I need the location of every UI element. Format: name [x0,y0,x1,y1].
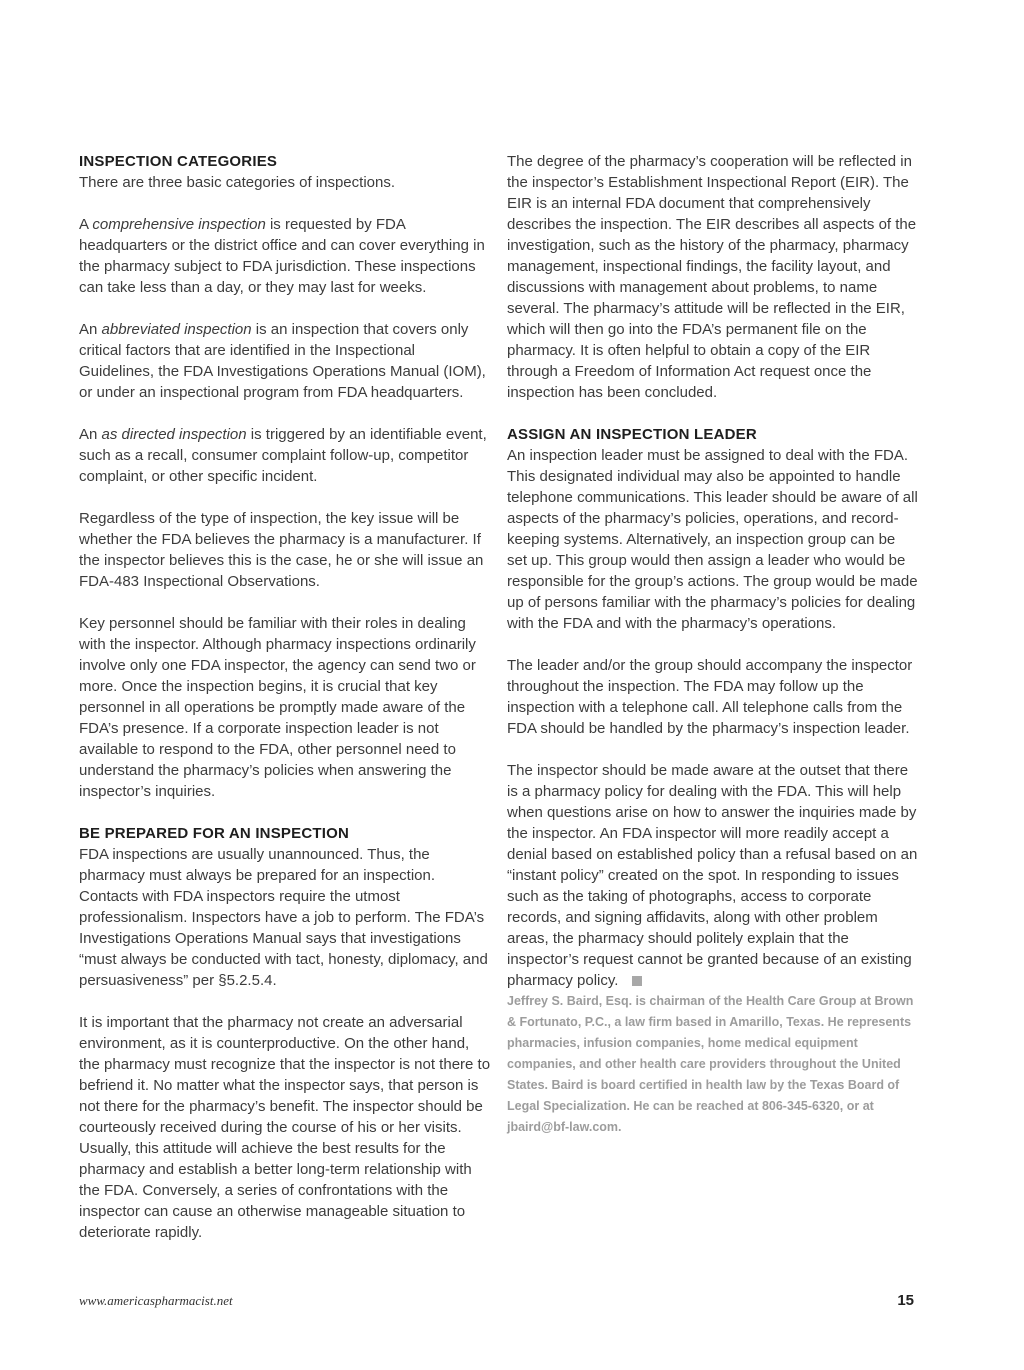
left-column [79,151,491,1264]
paragraph-unannounced: FDA inspections are usually unannounced. Thus, the pharmacy must always be prepared for an inspection. Contacts with FDA inspectors require the utmost professionalism. Inspectors have a job to perform. The FDA’s Investigations Operations Manual says that investigations “must always be conducted with tact, honesty, diplomacy, and persuasiveness” per §5.2.5.4. [79,846,488,989]
paragraph-accompany: The leader and/or the group should accompany the inspector throughout the inspection. The FDA may follow up the inspection with a telephone call. All telephone calls from the FDA should be handled by the pharmacy’s inspection leader. [507,657,913,737]
right-column [507,151,919,1159]
author-bio: Jeffrey S. Baird, Esq. is chairman of the Health Care Group at Brown & Fortunato, P.C., a law firm based in Amarillo, Texas. He represents pharmacies, infusion companies, home medical equipment companies, and other health care providers throughout the United States. Baird is board certified in health law by the Texas Board of Legal Specialization. He can be reached at 806-345-6320, or at jbaird@bf-law.com. [507,994,914,1134]
paragraph-comprehensive: A comprehensive inspection is requested by FDA headquarters or the district office and can cover everything in the pharmacy subject to FDA jurisdiction. These inspections can take less than a day, or they may last for weeks. [79,216,485,296]
term-abbreviated-inspection: abbreviated inspection [101,321,252,338]
term-as-directed-inspection: as directed inspection [101,426,247,443]
heading-assign-leader: ASSIGN AN INSPECTION LEADER [507,426,757,443]
paragraph-key-personnel: Key personnel should be familiar with their roles in dealing with the inspector. Although pharmacy inspections ordinarily involve only one FDA inspector, the agency can send two or more. Once the inspection begins, it is crucial that key personnel in all operations be promptly made aware of the FDA’s presence. If a corporate inspection leader is not available to respond to the FDA, other personnel need to understand the pharmacy’s policies when answering the inspector’s inquiries. [79,615,476,800]
paragraph-manufacturer: Regardless of the type of inspection, the key issue will be whether the FDA believes the pharmacy is a manufacturer. If the inspector believes this is the case, he or she will issue an FDA-483 Inspectional Observations. [79,510,484,590]
heading-inspection-categories: INSPECTION CATEGORIES [79,153,278,170]
footer-website-url: www.americaspharmacist.net [79,1293,233,1308]
paragraph-policy: The inspector should be made aware at the outset that there is a pharmacy policy for dealing with the FDA. This will help when questions arise on how to answer the inquiries made by the inspector. An FDA inspector will more readily accept a denial based on established policy than a refusal based on an “instant policy” created on the spot. In responding to issues such as the taking of photographs, access to corporate records, and signing affidavits, along with other problem areas, the pharmacy should politely explain that the inspector’s request cannot be granted because of an existing pharmacy policy. [507,762,918,989]
paragraph-eir: The degree of the pharmacy’s cooperation will be reflected in the inspector’s Establishment Inspectional Report (EIR). The EIR is an internal FDA document that comprehensively describes the inspection. The EIR describes all aspects of the investigation, such as the history of the pharmacy, pharmacy management, inspectional findings, the facility layout, and discussions with management about problems, to name several. The pharmacy’s attitude will be reflected in the EIR, which will then go into the FDA’s permanent file on the pharmacy. It is often helpful to obtain a copy of the EIR through a Freedom of Information Act request once the inspection has been concluded. [507,153,917,401]
paragraph-abbreviated: An abbreviated inspection is an inspection that covers only critical factors that are identified in the Inspectional Guidelines, the FDA Investigations Operations Manual (IOM), or under an inspectional program from FDA headquarters. [79,321,486,401]
heading-be-prepared: BE PREPARED FOR AN INSPECTION [79,825,349,842]
page-number: 15 [897,1292,914,1309]
paragraph-as-directed: An as directed inspection is triggered by an identifiable event, such as a recall, consumer complaint follow-up, competitor complaint, or other specific incident. [79,426,487,485]
article-end-square-icon [632,976,642,986]
paragraph-intro: There are three basic categories of inspections. [79,174,396,191]
paragraph-inspection-leader: An inspection leader must be assigned to deal with the FDA. This designated individual may also be appointed to handle telephone communications. This leader should be aware of all aspects of the pharmacy’s policies, operations, and record-keeping systems. Alternatively, an inspection group can be set up. This group would then assign a leader who would be responsible for the group’s actions. The group would be made up of persons familiar with the pharmacy’s policies for dealing with the FDA and with the pharmacy’s operations. [507,447,918,632]
paragraph-adversarial: It is important that the pharmacy not create an adversarial environment, as it is counterproductive. On the other hand, the pharmacy must recognize that the inspector is not there to befriend it. No matter what the inspector says, that person is not there for the pharmacy’s benefit. The inspector should be courteously received during the course of his or her visits. Usually, this attitude will achieve the best results for the pharmacy and establish a better long-term relationship with the FDA. Conversely, a series of confrontations with the inspector can cause an otherwise manageable situation to deteriorate rapidly. [79,1014,491,1241]
term-comprehensive-inspection: comprehensive inspection [92,216,266,233]
